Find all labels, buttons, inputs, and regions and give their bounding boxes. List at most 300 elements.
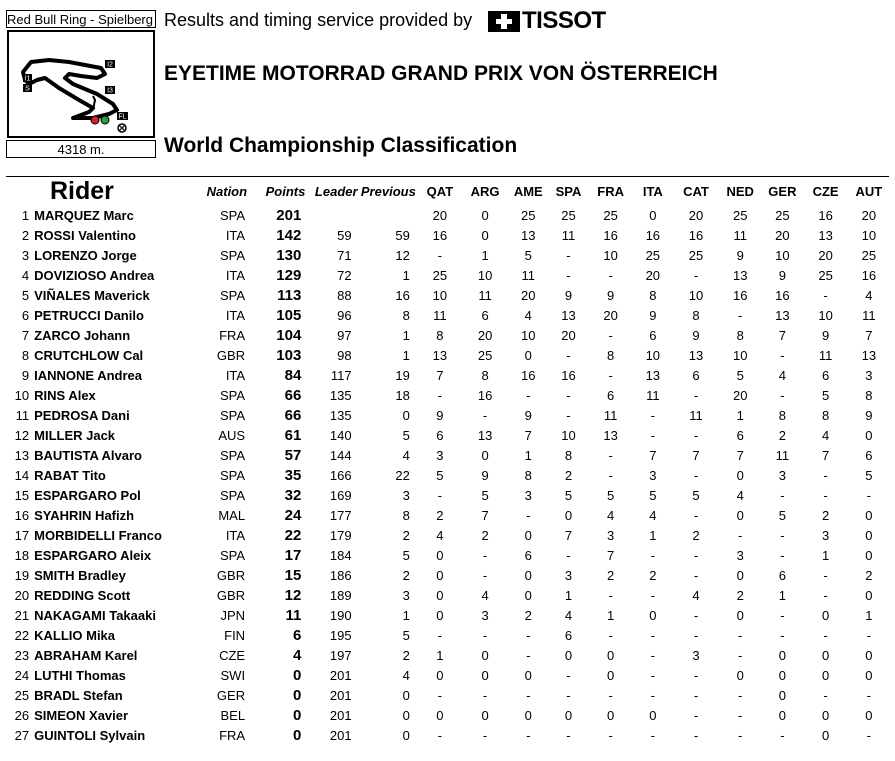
race-points: 1 — [524, 448, 532, 463]
race-points: 0 — [649, 208, 657, 223]
race-points: - — [650, 648, 655, 663]
race-points: 2 — [692, 528, 700, 543]
race-points: 10 — [688, 288, 704, 303]
race-points: - — [823, 588, 828, 603]
race-points: 3 — [778, 468, 786, 483]
race-points: 1 — [564, 588, 573, 603]
race-points: - — [738, 688, 743, 703]
race-points: 20 — [521, 288, 536, 303]
rider-position: 14 — [14, 468, 30, 483]
gap-to-leader: 195 — [329, 628, 352, 643]
rider-nation: JPN — [220, 608, 246, 623]
race-points: - — [608, 728, 613, 743]
race-points: - — [738, 728, 743, 743]
rider-points: 142 — [276, 227, 302, 244]
race-points: 11 — [862, 308, 876, 323]
race-points: - — [608, 688, 613, 703]
race-points: 20 — [477, 328, 493, 343]
rider-nation: SPA — [220, 488, 246, 503]
rider-position: 15 — [14, 488, 30, 503]
gap-to-previous: 1 — [402, 608, 410, 623]
rider-nation: SPA — [220, 448, 246, 463]
race-points: 13 — [645, 368, 661, 383]
race-points: 20 — [603, 308, 618, 323]
rider-points: 66 — [284, 407, 302, 424]
race-points: - — [566, 548, 571, 563]
race-points: 3 — [564, 568, 573, 583]
gap-to-previous — [360, 206, 418, 226]
race-points: 13 — [603, 428, 618, 443]
race-points: 0 — [481, 708, 489, 723]
race-points: 11 — [646, 388, 660, 403]
race-points: 9 — [481, 468, 489, 483]
rider-name: LUTHI Thomas — [34, 668, 126, 683]
race-points: 16 — [645, 228, 661, 243]
race-points: 7 — [564, 528, 573, 543]
race-points: - — [482, 408, 488, 423]
race-points: 1 — [481, 248, 489, 263]
col-header-race: QAT — [426, 184, 454, 199]
race-points: 25 — [432, 268, 448, 283]
rider-name: RABAT Tito — [34, 468, 106, 483]
race-points: 8 — [524, 468, 532, 483]
rider-name: ESPARGARO Aleix — [34, 548, 152, 563]
race-points: 7 — [436, 368, 444, 383]
race-points: - — [780, 528, 785, 543]
race-points: 0 — [649, 708, 657, 723]
race-points: - — [780, 608, 785, 623]
race-points: 5 — [821, 388, 830, 403]
gap-to-leader: 197 — [329, 648, 352, 663]
rider-points: 4 — [292, 647, 302, 664]
race-points: 0 — [865, 668, 873, 683]
rider-position: 26 — [14, 708, 30, 723]
race-points: 2 — [524, 608, 532, 623]
gap-to-leader: 166 — [329, 468, 352, 483]
race-points: 25 — [561, 208, 576, 223]
rider-points: 201 — [276, 207, 302, 224]
race-points: 0 — [564, 708, 573, 723]
race-points: 20 — [861, 208, 877, 223]
race-points: - — [693, 608, 699, 623]
race-points: 9 — [649, 308, 657, 323]
race-points: - — [526, 648, 531, 663]
col-header-race: FRA — [597, 184, 624, 199]
race-points: - — [693, 548, 699, 563]
race-points: 4 — [865, 288, 873, 303]
race-points: 0 — [607, 668, 615, 683]
pit-red-marker-icon — [91, 116, 99, 124]
table-row — [6, 486, 890, 506]
rider-name: ROSSI Valentino — [34, 228, 136, 243]
race-points: 4 — [607, 508, 615, 523]
race-points: - — [693, 468, 699, 483]
race-points: 0 — [821, 648, 830, 663]
col-header-race: ITA — [642, 184, 663, 199]
rider-name: RINS Alex — [34, 388, 96, 403]
rider-position: 27 — [14, 728, 30, 743]
gap-to-previous: 1 — [402, 348, 410, 363]
race-points: - — [866, 488, 871, 503]
rider-position: 22 — [14, 628, 30, 643]
circuit-map-icon — [9, 32, 153, 136]
gap-to-leader: 169 — [329, 488, 352, 503]
col-header-race: ARG — [470, 184, 500, 199]
table-row — [6, 286, 890, 306]
race-points: - — [693, 668, 699, 683]
gap-to-leader: 201 — [329, 728, 352, 743]
gap-to-previous: 0 — [402, 408, 410, 423]
race-points: 4 — [436, 528, 444, 543]
race-points: 6 — [524, 548, 532, 563]
race-points: 10 — [432, 288, 448, 303]
gap-to-previous: 5 — [402, 428, 410, 443]
race-points: - — [437, 728, 443, 743]
race-points: 0 — [481, 668, 489, 683]
race-points: - — [780, 388, 785, 403]
race-points: 3 — [607, 528, 615, 543]
rider-points: 35 — [284, 467, 302, 484]
map-label-s: S — [25, 85, 30, 93]
gap-to-previous: 4 — [402, 668, 410, 683]
rider-position: 18 — [14, 548, 30, 563]
race-points: 9 — [865, 408, 873, 423]
race-points: - — [608, 448, 613, 463]
race-points: 25 — [688, 248, 704, 263]
race-points: - — [693, 388, 699, 403]
race-points: 0 — [865, 588, 873, 603]
race-points: - — [608, 268, 613, 283]
race-points: - — [650, 688, 655, 703]
gap-to-leader: 97 — [337, 328, 352, 343]
race-points: 20 — [818, 248, 833, 263]
map-label-i3: I3 — [107, 87, 113, 95]
gap-to-previous: 19 — [395, 368, 410, 383]
race-points: 0 — [821, 728, 830, 743]
race-points: 0 — [821, 608, 830, 623]
race-points: 16 — [477, 388, 493, 403]
classification-table — [6, 177, 890, 746]
table-row — [6, 386, 890, 406]
race-points: 9 — [564, 288, 573, 303]
rider-points: 61 — [284, 427, 302, 444]
rider-points: 0 — [292, 727, 302, 744]
col-header-race: AME — [513, 184, 543, 199]
rider-points: 32 — [284, 487, 302, 504]
race-points: 3 — [524, 488, 532, 503]
race-points: - — [693, 628, 699, 643]
race-points: - — [823, 688, 828, 703]
rider-nation: SPA — [220, 548, 246, 563]
race-points: 3 — [436, 448, 444, 463]
race-points: 4 — [692, 588, 700, 603]
race-points: 13 — [477, 428, 493, 443]
race-points: 5 — [524, 248, 532, 263]
race-points: 0 — [436, 708, 444, 723]
gap-to-leader: 140 — [329, 428, 352, 443]
classification-title: World Championship Classification — [164, 134, 518, 157]
gap-to-leader: 88 — [337, 288, 352, 303]
gap-to-leader: 59 — [337, 228, 352, 243]
rider-nation: ITA — [225, 528, 246, 543]
rider-nation: GBR — [216, 588, 246, 603]
race-points: 3 — [649, 468, 657, 483]
table-row — [6, 666, 890, 686]
race-points: 0 — [865, 708, 873, 723]
rider-nation: SPA — [220, 388, 246, 403]
race-points: - — [482, 568, 488, 583]
race-points: - — [482, 628, 488, 643]
race-points: 4 — [564, 608, 573, 623]
gap-to-previous: 8 — [402, 508, 410, 523]
race-points: - — [738, 708, 743, 723]
race-points: - — [650, 428, 655, 443]
race-points: 13 — [561, 308, 576, 323]
gap-to-leader: 184 — [329, 548, 352, 563]
gap-to-previous: 2 — [402, 648, 410, 663]
gap-to-previous: 3 — [402, 588, 410, 603]
gap-to-previous: 5 — [402, 548, 410, 563]
race-points: 7 — [865, 328, 873, 343]
gap-to-previous: 18 — [395, 388, 410, 403]
race-points: - — [566, 668, 571, 683]
race-points: 0 — [436, 548, 444, 563]
race-points: 4 — [821, 428, 830, 443]
race-points: - — [650, 728, 655, 743]
race-points: 3 — [736, 548, 744, 563]
race-points: 5 — [436, 468, 444, 483]
rider-points: 15 — [284, 567, 302, 584]
race-points: 6 — [778, 568, 786, 583]
col-header-nation: Nation — [206, 184, 248, 199]
gap-to-leader: 144 — [329, 448, 352, 463]
race-points: 2 — [564, 468, 573, 483]
race-points: 11 — [733, 228, 747, 243]
rider-position: 17 — [14, 528, 30, 543]
race-points: - — [780, 488, 785, 503]
race-points: 0 — [865, 648, 873, 663]
rider-position: 3 — [21, 248, 30, 263]
race-points: 16 — [561, 368, 576, 383]
race-points: 6 — [736, 428, 744, 443]
race-points: 5 — [865, 468, 873, 483]
gap-to-previous: 2 — [402, 528, 410, 543]
race-points: - — [566, 268, 571, 283]
col-header-previous: Previous — [360, 184, 416, 199]
race-points: 13 — [688, 348, 704, 363]
rider-points: 22 — [284, 527, 302, 544]
race-points: 4 — [649, 508, 657, 523]
race-points: - — [566, 688, 571, 703]
race-points: - — [566, 728, 571, 743]
race-points: 10 — [645, 348, 661, 363]
race-points: - — [823, 468, 828, 483]
race-points: - — [482, 688, 488, 703]
race-points: 7 — [821, 448, 830, 463]
rider-nation: SPA — [220, 208, 246, 223]
gap-to-leader: 189 — [329, 588, 352, 603]
race-points: 20 — [645, 268, 661, 283]
col-header-leader: Leader — [314, 184, 358, 199]
race-points: - — [526, 508, 531, 523]
race-points: 16 — [432, 228, 448, 243]
race-points: 0 — [481, 228, 489, 243]
rider-nation: SPA — [220, 248, 246, 263]
table-row — [6, 686, 890, 706]
race-points: 7 — [778, 328, 786, 343]
race-points: 0 — [865, 528, 873, 543]
tissot-logo — [488, 7, 606, 34]
rider-nation: FRA — [219, 728, 246, 743]
race-points: 25 — [861, 248, 877, 263]
race-points: 0 — [564, 508, 573, 523]
race-points: - — [866, 728, 871, 743]
race-points: 0 — [524, 588, 532, 603]
rider-points: 113 — [277, 287, 302, 304]
rider-points: 104 — [276, 327, 302, 344]
race-points: - — [693, 708, 699, 723]
race-points: 9 — [524, 408, 532, 423]
rider-name: ZARCO Johann — [34, 328, 131, 343]
race-points: 0 — [865, 428, 873, 443]
rider-name: BAUTISTA Alvaro — [34, 448, 142, 463]
table-row — [6, 406, 890, 426]
race-points: 16 — [688, 228, 704, 243]
race-points: 11 — [603, 408, 618, 423]
col-header-rider: Rider — [50, 177, 114, 205]
race-points: 5 — [564, 488, 573, 503]
race-points: 0 — [481, 208, 489, 223]
race-points: 8 — [564, 448, 573, 463]
gap-to-previous: 0 — [402, 708, 410, 723]
race-points: 5 — [778, 508, 786, 523]
table-row — [6, 306, 890, 326]
race-points: 9 — [692, 328, 700, 343]
rider-nation: ITA — [225, 368, 246, 383]
rider-name: ABRAHAM Karel — [34, 648, 138, 663]
race-points: 0 — [821, 708, 830, 723]
map-label-i1: I1 — [24, 75, 31, 83]
race-points: - — [738, 628, 743, 643]
table-row — [6, 466, 890, 486]
map-label-i2: I2 — [107, 61, 113, 69]
race-points: 20 — [775, 228, 790, 243]
table-row — [6, 606, 890, 626]
race-points: - — [650, 548, 655, 563]
race-points: 6 — [821, 368, 830, 383]
race-points: 2 — [821, 508, 830, 523]
race-points: 20 — [432, 208, 448, 223]
race-points: 8 — [778, 408, 786, 423]
rider-nation: ITA — [225, 268, 246, 283]
rider-position: 11 — [15, 408, 30, 423]
race-points: 25 — [732, 208, 748, 223]
race-points: 13 — [818, 228, 833, 243]
rider-points: 57 — [284, 447, 302, 464]
table-row — [6, 586, 890, 606]
race-points: 0 — [436, 568, 444, 583]
race-points: 8 — [481, 368, 489, 383]
race-points: - — [866, 688, 871, 703]
race-points: - — [823, 628, 828, 643]
race-points: 7 — [481, 508, 489, 523]
race-points: - — [780, 728, 785, 743]
race-points: 0 — [649, 608, 657, 623]
race-points: - — [526, 688, 531, 703]
race-points: - — [566, 388, 571, 403]
race-points: 0 — [524, 708, 532, 723]
gap-to-previous: 12 — [395, 248, 410, 263]
race-points: 5 — [481, 488, 489, 503]
rider-name: PEDROSA Dani — [34, 408, 130, 423]
race-points: - — [866, 628, 871, 643]
race-points: 5 — [649, 488, 657, 503]
race-points: 10 — [603, 248, 618, 263]
race-points: - — [437, 688, 443, 703]
race-points: 0 — [524, 568, 532, 583]
race-points: 7 — [607, 548, 615, 563]
race-points: 8 — [607, 348, 615, 363]
rider-points: 103 — [276, 347, 302, 364]
race-points: 0 — [778, 708, 786, 723]
rider-position: 12 — [14, 428, 30, 443]
rider-points: 0 — [292, 687, 302, 704]
race-points: 5 — [692, 488, 700, 503]
race-points: 20 — [561, 328, 576, 343]
race-points: 6 — [649, 328, 657, 343]
race-points: 8 — [436, 328, 444, 343]
rider-position: 25 — [14, 688, 30, 703]
race-points: 11 — [561, 228, 576, 243]
race-points: - — [608, 328, 613, 343]
race-points: 6 — [692, 368, 700, 383]
race-points: 25 — [521, 208, 536, 223]
race-points: 4 — [778, 368, 786, 383]
race-points: 11 — [433, 308, 447, 323]
rider-nation: AUS — [218, 428, 246, 443]
race-points: 13 — [775, 308, 790, 323]
table-row — [6, 506, 890, 526]
gap-to-previous: 8 — [402, 308, 410, 323]
map-label-fl: FL — [118, 113, 127, 121]
rider-nation: SPA — [220, 408, 246, 423]
gap-to-previous: 0 — [402, 688, 410, 703]
race-points: 0 — [564, 648, 573, 663]
gap-to-previous: 22 — [395, 468, 410, 483]
gap-to-leader: 201 — [329, 668, 352, 683]
race-points: 0 — [821, 668, 830, 683]
col-header-race: NED — [726, 184, 754, 199]
table-row — [6, 246, 890, 266]
race-points: 7 — [649, 448, 657, 463]
race-points: 3 — [865, 368, 873, 383]
service-text: Results and timing service provided by — [164, 10, 473, 30]
race-points: - — [693, 508, 699, 523]
race-points: 0 — [736, 568, 744, 583]
race-points: 6 — [564, 628, 573, 643]
table-row — [6, 706, 890, 726]
race-points: 11 — [775, 448, 790, 463]
event-title: EYETIME MOTORRAD GRAND PRIX VON ÖSTERREICH — [164, 62, 718, 85]
rider-position: 19 — [14, 568, 30, 583]
race-points: 25 — [477, 348, 493, 363]
rider-nation: MAL — [218, 508, 246, 523]
rider-nation: SPA — [220, 288, 246, 303]
race-points: 0 — [481, 648, 489, 663]
race-points: 1 — [436, 648, 444, 663]
race-points: 25 — [818, 268, 833, 283]
race-points: 5 — [736, 368, 744, 383]
